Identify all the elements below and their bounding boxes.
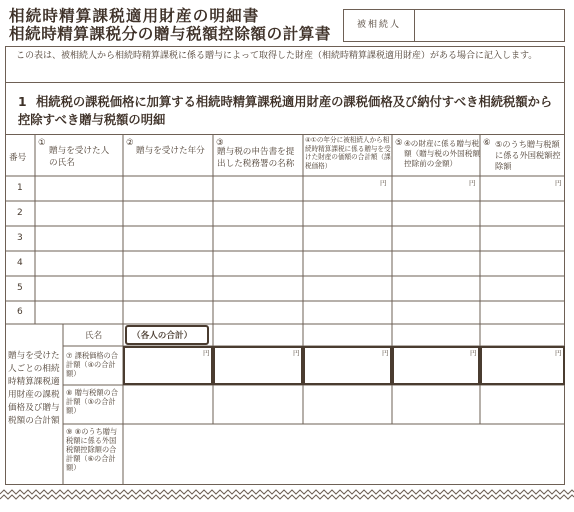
- summary-row-9-num: ⑨: [66, 427, 73, 436]
- row-number: 1: [17, 183, 23, 193]
- header-col1: 贈与を受けた人の氏名: [49, 146, 110, 168]
- summary-row-9-text: ⑧のうち贈与税額に係る外国税額控除額の合計額（⑥の合計額）: [66, 427, 118, 472]
- summary-total-label: （各人の合計）: [132, 331, 193, 341]
- summary-row-8-label: [66, 388, 122, 415]
- torn-edge: [0, 488, 574, 512]
- decedent-name-field[interactable]: [415, 10, 564, 41]
- title-line-1: 相続時精算課税適用財産の明細書: [9, 7, 260, 25]
- summary-yen: 円: [382, 349, 389, 357]
- header-col4: [305, 136, 391, 170]
- section-number: 1: [18, 95, 27, 109]
- summary-row-9-label: [66, 427, 122, 472]
- summary-name-label: 氏名: [85, 331, 103, 341]
- summary-row-7-text: 課税価格の合計額（④の合計額）: [66, 351, 118, 378]
- row-number: 2: [17, 208, 23, 218]
- header-col3: 贈与税の申告書を提出した税務署の名称: [217, 147, 295, 169]
- decedent-box: [343, 9, 565, 42]
- row-number: 6: [17, 307, 23, 317]
- header-col3-num: ③: [216, 138, 224, 148]
- summary-row-7-num: ⑦: [66, 351, 73, 360]
- summary-yen: 円: [203, 349, 210, 357]
- summary-row-8-text: 贈与税額の合計額（⑤の合計額）: [66, 388, 118, 415]
- summary-yen: 円: [470, 349, 477, 357]
- summary-row-8-num: ⑧: [66, 388, 73, 397]
- section-title: 相続税の課税価格に加算する相続時精算課税適用財産の課税価格及び納付すべき相続税額から控除すべき贈与税額の明細: [18, 95, 553, 127]
- decedent-label: 被相続人: [344, 10, 415, 41]
- header-number: 番号: [9, 153, 27, 163]
- row-number: 5: [17, 283, 23, 293]
- yen-mark-col5: 円: [469, 179, 476, 187]
- summary-row-7-label: [66, 351, 122, 378]
- summary-side-label: 贈与を受けた人ごとの相続時精算課税適用財産の課税価格及び贈与税額の合計額: [8, 351, 60, 426]
- row-number: 4: [17, 258, 23, 268]
- header-col4-num: ④: [305, 136, 311, 144]
- header-col5: ④の財産に係る贈与税額（贈与税の外国税額控除前の金額）: [404, 139, 480, 168]
- header-col2: 贈与を受けた年分: [136, 146, 205, 156]
- yen-mark-col4: 円: [380, 179, 387, 187]
- header-col6: ⑤のうち贈与税額に係る外国税額控除額: [495, 139, 561, 171]
- summary-yen: 円: [293, 349, 300, 357]
- header-col4-label: ①の年分に被相続人から相続時精算課税に係る贈与を受けた財産の価額の合計額（課税価格）: [305, 136, 391, 170]
- yen-mark-col6: 円: [555, 179, 562, 187]
- summary-yen: 円: [555, 349, 562, 357]
- title-line-2: 相続時精算課税分の贈与税額控除額の計算書: [9, 25, 332, 43]
- header-col5-num: ⑤: [395, 138, 403, 148]
- detail-table: [5, 134, 565, 486]
- instruction-note: この表は、被相続人から相続時精算課税に係る贈与によって取得した財産（相続時精算課税適用財産）がある場合に記入します。: [5, 46, 565, 82]
- row-number: 3: [17, 233, 23, 243]
- section-1-heading: [5, 82, 565, 134]
- header-col6-num: ⑥: [483, 138, 491, 148]
- header-col1-num: ①: [38, 138, 46, 148]
- header-col2-num: ②: [126, 138, 134, 148]
